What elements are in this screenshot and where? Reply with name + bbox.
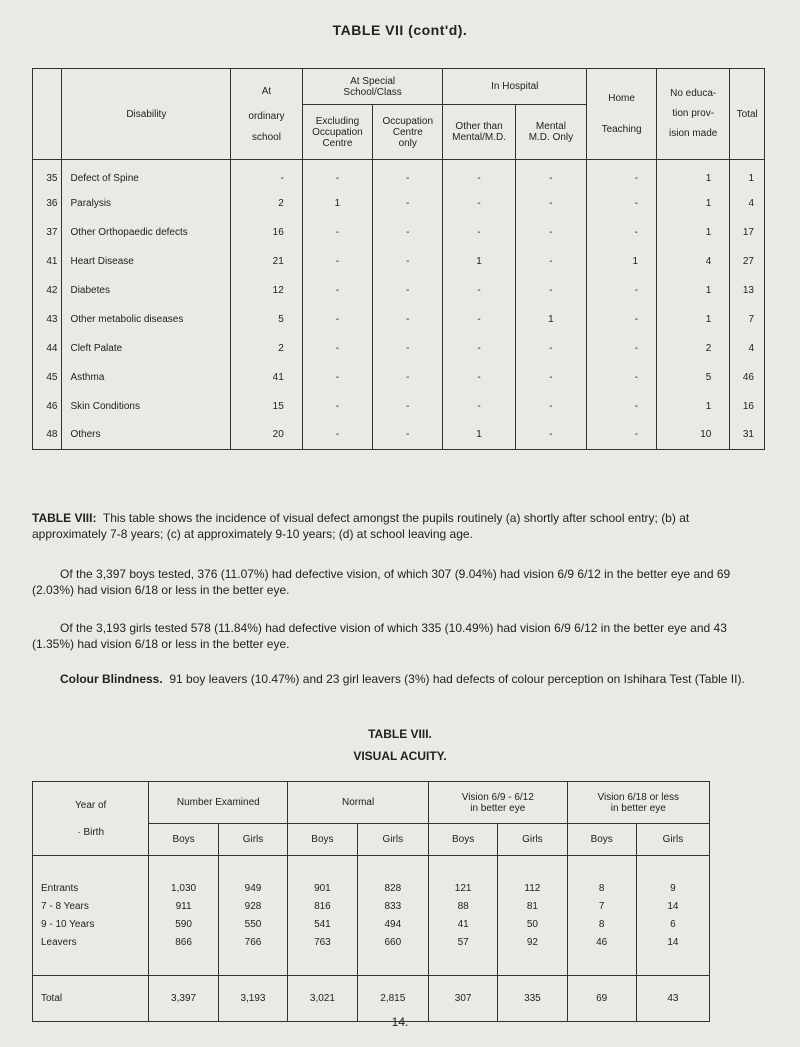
table-row: 45 Asthma 41 - - - - - 5 46 [33, 363, 765, 392]
table-row-total: Total 3,397 3,193 3,021 2,815 307 335 69 43 [33, 976, 710, 1022]
header-hospital: In Hospital [443, 69, 587, 105]
table-row: 36 Paralysis 2 1 - - - - 1 4 [33, 189, 765, 218]
header-disability: Disability [62, 69, 231, 160]
header-girls: Girls [357, 824, 428, 856]
paragraph-colour-blindness: Colour Blindness. 91 boy leavers (10.47%) and 23 girl leavers (3%) had defects of colour perception on Ishihara Test (Table II). [60, 672, 745, 686]
header-girls: Girls [218, 824, 287, 856]
page-title: TABLE VII (cont'd). [332, 22, 468, 38]
paragraph-table8-intro: TABLE VIII: This table shows the incidence of visual defect amongst the pupils routinely (a) shortly after school entry; (b) at approximately 7-8 years; (c) at approximately 9-10 years; (d) at school leaving age. [32, 511, 690, 541]
header-year-of-birth: Year of · Birth [33, 782, 149, 856]
table-row: 44 Cleft Palate 2 - - - - - 2 4 [33, 334, 765, 363]
header-girls: Girls [498, 824, 567, 856]
header-total: Total [730, 69, 765, 160]
table-row: 43 Other metabolic diseases 5 - - - 1 - 1 7 [33, 305, 765, 334]
paragraph-boys: Of the 3,397 boys tested, 376 (11.07%) had defective vision, of which 307 (9.04%) had vision 6/9 6/12 in the better eye and 69 (2.03%) had vision 6/18 or less in the better eye. [32, 567, 731, 597]
table-row: 37 Other Orthopaedic defects 16 - - - - - 1 17 [33, 218, 765, 247]
header-normal: Normal [288, 782, 429, 824]
header-ordinary-school: At ordinary school [231, 69, 303, 160]
header-boys: Boys [428, 824, 497, 856]
header-boys: Boys [567, 824, 636, 856]
table-8-visual-acuity [32, 781, 710, 1022]
table-7-disability [32, 68, 765, 450]
table-8-subtitle: VISUAL ACUITY. [353, 749, 447, 763]
header-mental-md: Mental M.D. Only [515, 105, 586, 160]
table-row: 46 Skin Conditions 15 - - - - - 1 16 [33, 392, 765, 421]
header-other-than-mental: Other than Mental/M.D. [443, 105, 515, 160]
header-boys: Boys [149, 824, 218, 856]
header-boys: Boys [288, 824, 357, 856]
header-no-education: No educa- tion prov- ision made [657, 69, 730, 160]
header-occupation-only: Occupation Centre only [373, 105, 443, 160]
table-row: 42 Diabetes 12 - - - - - 1 13 [33, 276, 765, 305]
table-8-title: TABLE VIII. [368, 727, 432, 741]
header-special-school: At Special School/Class [302, 69, 443, 105]
header-excluding-occupation: Excluding Occupation Centre [302, 105, 372, 160]
table-row: 48 Others 20 - - 1 - - 10 31 [33, 421, 765, 450]
header-number-examined: Number Examined [149, 782, 288, 824]
paragraph-girls: Of the 3,193 girls tested 578 (11.84%) had defective vision of which 335 (10.49%) had vision 6/9 6/12 in the better eye and 43 (1.35%) had vision 6/18 or less in the better eye. [32, 621, 727, 651]
header-vision-618: Vision 6/18 or less in better eye [567, 782, 709, 824]
table-row: 41 Heart Disease 21 - - 1 - 1 4 27 [33, 247, 765, 276]
header-vision-69: Vision 6/9 - 6/12 in better eye [428, 782, 567, 824]
table-row: 35 Defect of Spine - - - - - - 1 1 [33, 160, 765, 189]
page-number: 14. [391, 1015, 409, 1029]
header-girls: Girls [636, 824, 709, 856]
table-row: Entrants 7 - 8 Years 9 - 10 Years Leavers 1,030 911 590 866 949 928 550 766 901 816 541 763 828 833 494 660 121 88 41 57 112 81 50 92 8 7 8 46 9 14 6 14 [33, 856, 710, 976]
header-home-teaching: Home Teaching [587, 69, 657, 160]
